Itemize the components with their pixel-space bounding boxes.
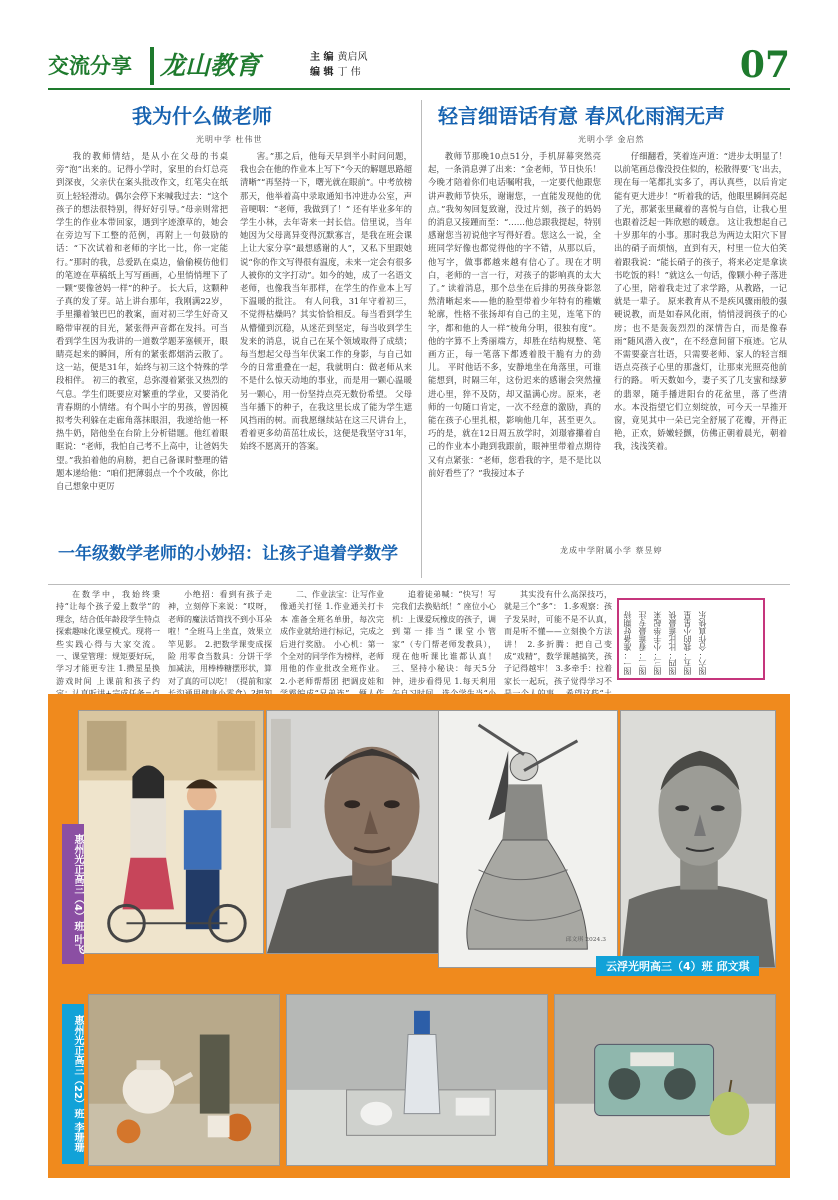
- caption-item: 图一：准备好期待: [623, 611, 632, 675]
- article3-body: [56, 589, 612, 687]
- article2-body: [428, 150, 790, 578]
- article2-col2: 仔细翻看，笑着连声道：“进步太明显了！以前笔画总像没投住似的，松散得要‘飞’出去，现在每一笔都扎实多了，再认真些，以后肯定能有更大进步！”听着我的话，他眼里瞬间亮起了光，那紧张里藏着的喜悦与自信，让我心里也跟着泛起一阵欣慰的暖意。 这让我想起自己十岁那年的小事。那时我总为两边太阳穴下冒出的硝子而烦恼，直到有天，村里一位大伯笑着跟我说：“能长硝子的孩子，将来必定是拿读书吃饭的料！”就这么一句话，像颗小种子落进了心里，陪着我走过了求学路，从教路，一记就是一辈子。 原来教育从不是疾风骤雨般的强硬说教，而是如春风化雨，悄悄浸润孩子的心房；也不是轰轰烈烈的深情告白，而是像春雨“随风潜入夜”，在不经意间留下痕迹。它从不需要豪言壮语，只需要老师、家人的轻言细语点亮孩子心里的那盏灯，让那束光照亮他前行的路。 听天数如今，妻子买了几支蜜和绿萝的翡翠，随手播进阳台的花盆里，落了些清水。本没指望它们立刻绽放，可今天一早推开窗，竟见其中一朵已完全舒展了花瓣，开得正艳，正欢，娇嫩轻颤，仿佛正朝着晨光，朝着我，浅浅笑着。: [614, 151, 787, 452]
- caption-item: 图六：合作真快乐: [698, 611, 707, 675]
- artwork-stilllife-bottle: [286, 994, 548, 1166]
- editor-label: 编 辑: [310, 67, 334, 78]
- article1-body: [56, 150, 416, 578]
- article3-col5: 其实没有什么高深技巧，就是三个“多”： 1.多观察：孩子发呆时，可能不是不认真，而是听不懂——立刻换个方法讲！ 2.多折腾：把自己变成“戏精”，数学课越搞笑，孩子记得越牢！ 3.多牵手：拉着家长一起玩，孩子觉得学习不: [504, 590, 612, 686]
- article3-col1: 在数学中，我始终秉持“让每个孩子爱上数学”的理念，结合低年龄段学生特点探索趣味化课堂模式。现将一些实践心得与大家交流。 一、课堂管理：规矩要好玩，学习才能更专注 1.攒星星换游戏时间 上课前和孩子约: [56, 590, 160, 686]
- article1-byline: 光明中学 杜伟世: [196, 135, 263, 144]
- article2-byline: 光明小学 金启然: [578, 135, 645, 144]
- artwork-signature: 邱文琪 2024.3: [565, 936, 606, 944]
- editor-credits: [310, 50, 367, 80]
- article3-byline: 龙成中学附属小学 蔡昱婷: [560, 546, 663, 555]
- caption-item: 图五：我的小星星: [683, 611, 692, 675]
- artwork-sketch-dancer: [438, 710, 618, 968]
- section-divider: [48, 584, 790, 585]
- artwork-portrait-elder: [620, 710, 776, 968]
- column-divider: [421, 100, 422, 578]
- article3-col3: 二、作业法宝：让写作业像通关打怪 1.作业通关打卡本 准备全班名单册，每次完成作业就给进行标记，完成之后进行奖励。 小心机：第一个全对的同学作为榜样，老师用他的作业批改全班作业。 2.小老师帮帮团 把调皮娃和: [280, 590, 384, 686]
- section-title: 交流分享: [48, 54, 132, 78]
- page-number: 07: [739, 44, 790, 86]
- article1-col1: 我的教师情结，是从小在父母的书桌旁“泡”出来的。记得小学时，家里的台灯总亮到深夜，父亲伏在案头批改作文，红笔尖在纸页上轻轻滑动。偶尔会停下来喊我过去：“这个孩子的想法很特别，得好好引导。”母亲则常把学生的作业本带回家，遇到字迹潦草的，她会在旁边写下工整的范例，再附上一句鼓励的话：“下次试着和老师的字比一比，你一定能行。”那时的我，总爱趴在桌边，偷偷模仿他们的笔迹在草稿纸上写写画画，心里悄悄埋下了一颗“要像爸妈一样”的种子。 长大后，这颗种子真的发了芽。站上讲台那年，我刚满22岁，手里攥着皱巴巴的教案，面对初三学生好奇又略带审视的目光，紧张得声音都在发抖。可当看到学生因为我讲的一道数学题茅塞顿开，眼睛亮起来的瞬间，所有的紧张都烟消云散了。这一站，便是31年，始终与初三这个特殊的学段相伴。 初三的教室，总弥漫着紧张又热烈的气息。学生们既要应对繁重的学业，又要消化青春期的小情绪。有个叫小宇的男孩，曾因模拟考失利躲在走廊角落抹眼泪，我递给他一杯热牛奶，陪他坐在台阶上分析错题。他红着眼眶说：“老师，我怕自己考不上高中，让爸妈失望。”我拍着他的肩膀，把自己备课时整理的错题本递给他：“咱们把薄弱点一个个攻破，你比自己想象中更厉: [56, 151, 228, 492]
- chief-editor-name: 黄启风: [337, 52, 368, 63]
- article3-col2: 小绝招：看到有孩子走神，立刻停下来说：“哎呀，老师的魔法话筒找不到小耳朵啦！”全班马上坐直，效果立竿见影。 2.把数学课变成探险 用零食当数具：分饼干学加减法，用棒棒糖摆形状，算对了真的可以吃！（提前和家: [168, 590, 272, 686]
- article1-col2: 害。”那之后，他每天早到半小时问问题，我也会在他的作业本上写下“今天的解题思路超清晰”“再坚持一下，曙光就在眼前”。中考放榜那天，他举着高中录取通知书冲进办公室，声音哽咽：“老师，我做到了！” 还有毕业多年的学生小林，去年寄来一封长信。信里说，当年她因为父母离异变得沉默寡言，是我在班会课上让大家分享“最想感谢的人”，又私下里跟她说“你的作文写得很有温度，未来一定会有很多人被你的文字打动”。如今的她，成了一名语文老师，也像我当年那样，在学生的作业本上写下温暖的批注。 有人问我，31年守着初三，不觉得枯燥吗？其实恰恰相反。每当看到学生从懵懂到沉稳，从迷茫到坚定，每当收到学生发来的消息，说自己在某个领域取得了成绩；每当想起父母当年伏案工作的身影，与自己如今的日常重叠在一起，我就明白：做老师从来不是什么惊天动地的事业，而是用一颗心温暖另一颗心，用一份坚持点亮无数份希望。 父母当年播下的种子，在我这里长成了能为学生遮风挡雨的树。而我愿继续站在这三尺讲台上，看着更多幼苗茁壮成长，这便是我坚守31年，始终不愿离开的答案。: [240, 151, 412, 452]
- article3-col4: 追着徒弟喊：“快写！写完我们去换贴纸！” 座位小心机：上课爱玩橡皮的孩子，调到第一排当“课堂小管家”（专门帮老师发教具），现在他听课比谁都认真！ 三、坚持小秘诀：每天5分钟，进步看得见 1.每天利用: [392, 590, 496, 686]
- caption-item: 图四：比比谁最快: [668, 611, 677, 675]
- article3-title: 一年级数学老师的小妙招：让孩子追着学数学: [58, 544, 398, 564]
- artist-label-top-left: 惠州光正高三（4）班 叶飞: [62, 824, 84, 964]
- artwork-illustration-couple: [78, 710, 264, 954]
- masthead-rule: [48, 88, 790, 90]
- art-gallery: [48, 694, 790, 1178]
- caption-item: 图二：看谁最专注: [638, 611, 647, 675]
- artist-label-bottom-left: 惠州光正高三（22）班 李珊珊: [62, 1004, 84, 1164]
- photo-captions-box: [617, 598, 765, 680]
- newspaper-logo: 龙山教育: [150, 47, 298, 85]
- article2-title: 轻言细语话有意 春风化雨润无声: [438, 104, 725, 128]
- caption-item: 图三：小手举起来: [653, 611, 662, 675]
- article2-col1: 教师节那晚10点51分，手机屏幕突然亮起，一条消息弹了出来：“金老师，节日快乐！今晚才陪着你们电话嘱咐我，一定要代他跟您讲声教师节快乐，谢谢您，一直能发现他的优点。”我匆匆回复致谢，没过片刻，孩子的妈妈的消息又接踵而至：“……他总跟我提起，特别感谢您当初说他字写得好看。您这么一说，全班同学好像也都觉得他的字不错，从那以后，他写字，做事都越来越有信心了。现在才明白，老师的一言一行，对孩子的影响真的太大了。” 读着消息，那个总坐在后排的男孩身影忽然清晰起来——他的脸型带着少年特有的稚嫩轮廓，性格不张扬却有自己的主见，连笔下的字，都和他的人一样“棱角分明，很独有度”。他的字算不上秀丽端方，却胜在结构规整、笔画方正，每一笔落下都透着股干脆有力的劲儿。 平时他话不多，安静地坐在角落里，可谁能想到，时隔三年，这份迟来的感谢会突然撞进心里，猝不及防，却又温满心房。原来，老师的一句随口肯定，一次不经意的激励，真的能在孩子心里扎根，影响他几年，甚至更久。 巧的是，就在12日周五放学时，刘璟睿攥着自己的作业本小跑到我跟前，眼神里带着点期待又有点紧张：“老师，您看我的字，是不是比以前好看些了？”我接过本子: [428, 151, 601, 478]
- artist-label-top-right: 云浮光明高三（4）班 邱文琪: [596, 956, 759, 976]
- article1-title: 我为什么做老师: [132, 104, 272, 128]
- editor-name: 丁 伟: [337, 67, 361, 78]
- masthead: [48, 44, 790, 90]
- artwork-stilllife-teapot: [88, 994, 280, 1166]
- artwork-stilllife-radio: [554, 994, 776, 1166]
- chief-editor-label: 主 编: [310, 52, 334, 63]
